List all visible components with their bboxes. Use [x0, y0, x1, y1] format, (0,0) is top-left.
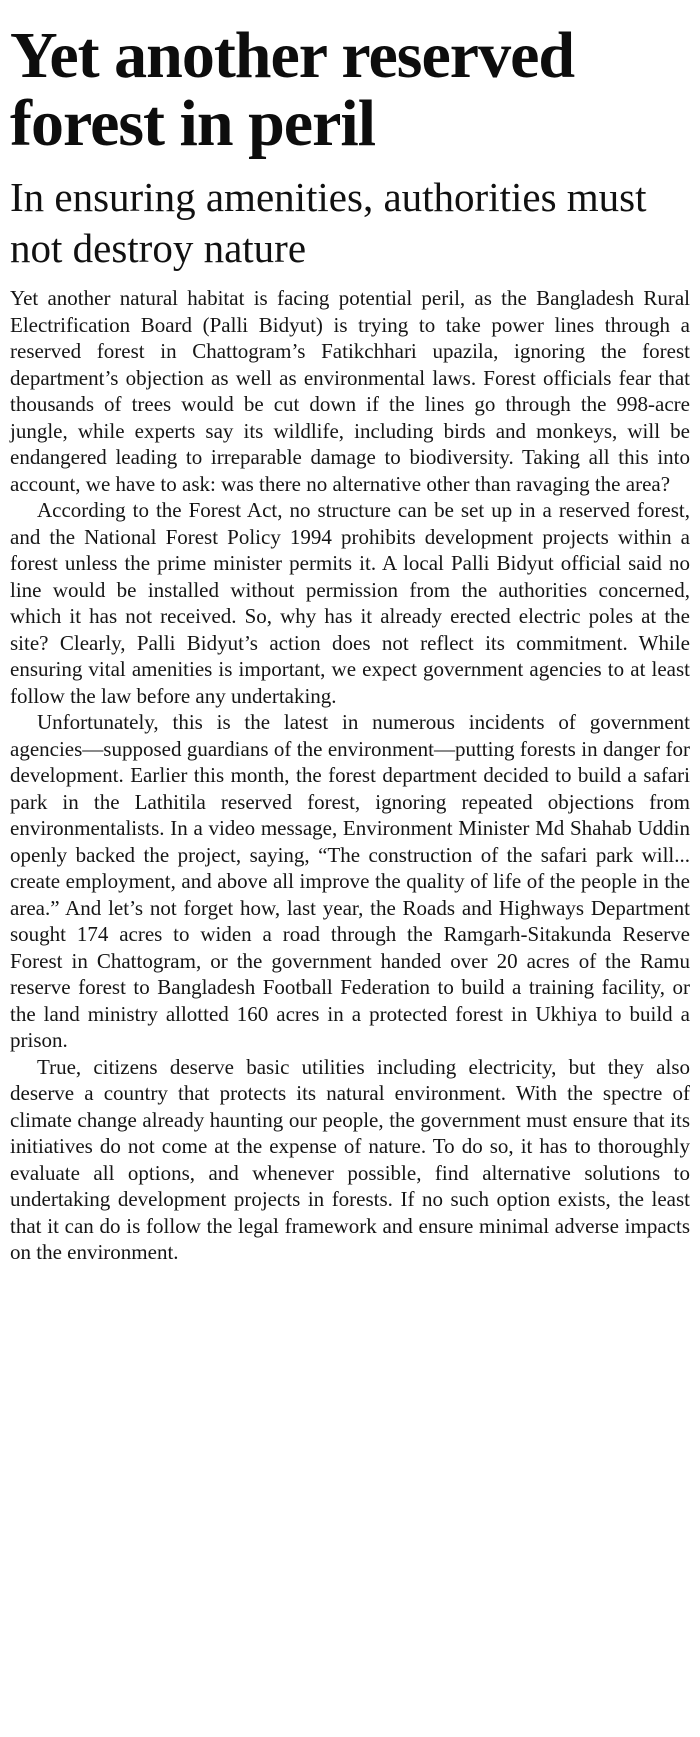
- body-paragraph-2: According to the Forest Act, no structure can be set up in a reserved forest, and the National Forest Policy 1994 prohibits development projects within a forest unless the prime minister permits it. A local Palli Bidyut official said no line would be installed without permission from the authorities concerned, which it has not received. So, why has it already erected electric poles at the site? Clearly, Palli Bidyut’s action does not reflect its commitment. While ensuring vital amenities is important, we expect government agencies to at least follow the law before any undertaking.: [10, 498, 690, 708]
- body-paragraph-3: Unfortunately, this is the latest in numerous incidents of government agencies—supposed guardians of the environment—putting forests in danger for development. Earlier this month, the forest department decided to build a safari park in the Lathitila reserved forest, ignoring repeated objections from environmentalists. In a video message, Environment Minister Md Shahab Uddin openly backed the project, saying, “The construction of the safari park will... create employment, and above all improve the quality of life of the people in the area.” And let’s not forget how, last year, the Roads and Highways Department sought 174 acres to widen a road through the Ramgarh-Sitakunda Reserve Forest in Chattogram, or the government handed over 20 acres of the Ramu reserve forest to Bangladesh Football Federation to build a training facility, or the land ministry allotted 160 acres in a protected forest in Ukhiya to build a prison.: [10, 710, 690, 1052]
- article-subheadline: In ensuring amenities, authorities must not destroy nature: [10, 174, 647, 271]
- body-paragraph-1: Yet another natural habitat is facing potential peril, as the Bangladesh Rural Electrification Board (Palli Bidyut) is trying to take power lines through a reserved forest in Chattogram’s Fatikchhari upazila, ignoring the forest department’s objection as well as environmental laws. Forest officials fear that thousands of trees would be cut down if the lines go through the 998-acre jungle, while experts say its wildlife, including birds and monkeys, will be endangered leading to irreparable damage to biodiversity. Taking all this into account, we have to ask: was there no alternative other than ravaging the area?: [10, 286, 690, 496]
- article-headline: Yet another reserved forest in peril: [10, 19, 575, 160]
- body-paragraph-4: True, citizens deserve basic utilities including electricity, but they also deserve a country that protects its natural environment. With the spectre of climate change already haunting our people, the government must ensure that its initiatives do not come at the expense of nature. To do so, it has to thoroughly evaluate all options, and whenever possible, find alternative solutions to undertaking development projects in forests. If no such option exists, the least that it can do is follow the legal framework and ensure minimal adverse impacts on the environment.: [10, 1054, 690, 1264]
- article-body: [10, 285, 690, 1266]
